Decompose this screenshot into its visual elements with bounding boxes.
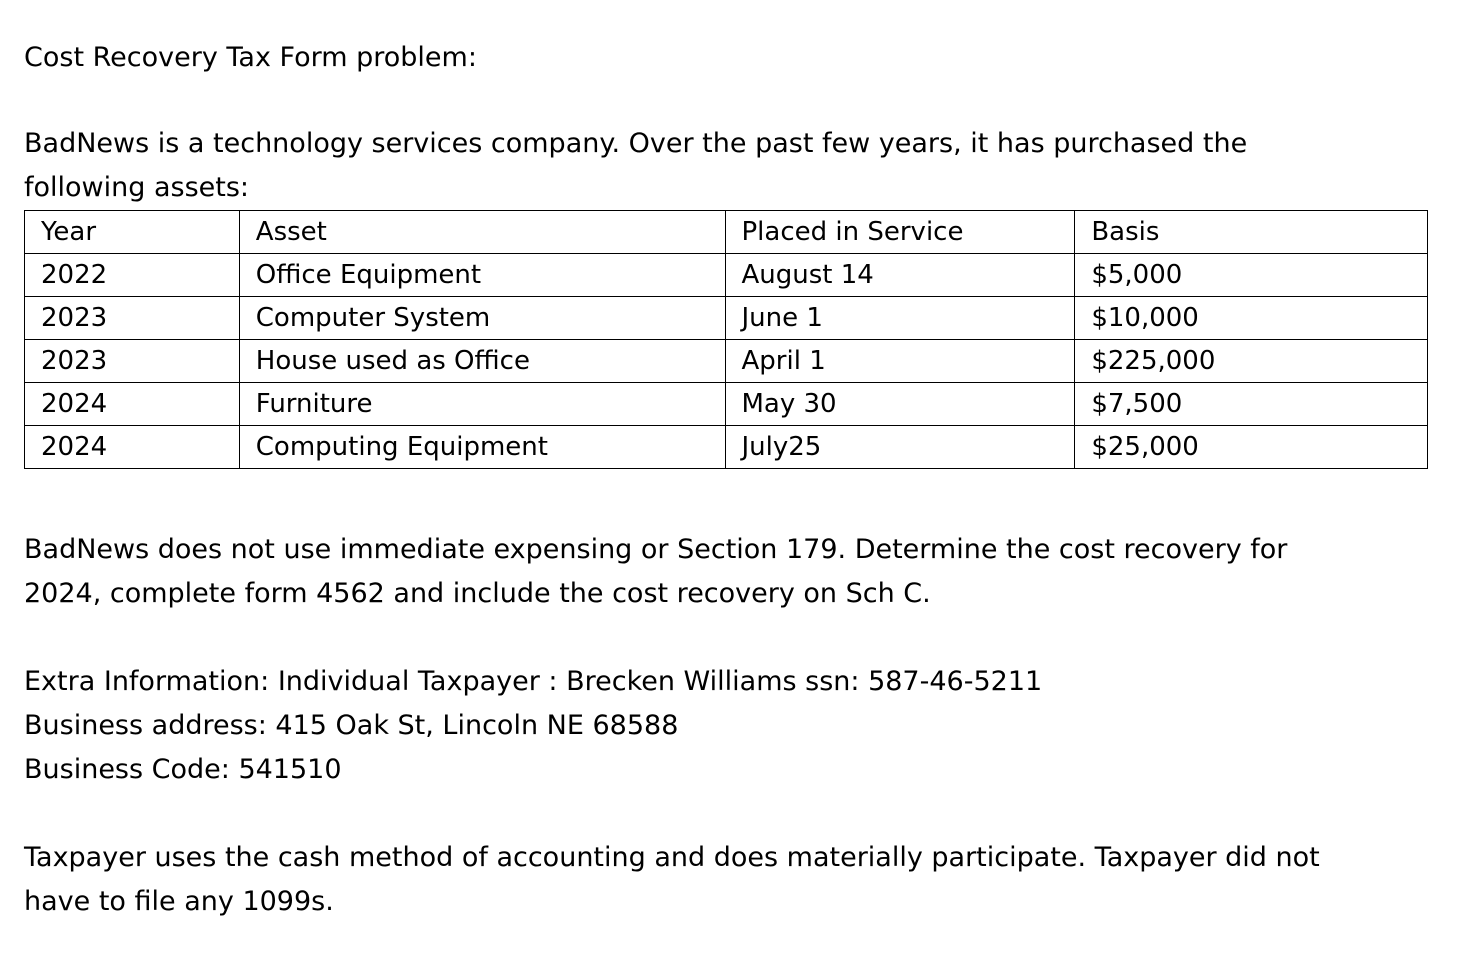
cell-placed-in-service: June 1 — [725, 297, 1075, 340]
cell-basis: $10,000 — [1075, 297, 1428, 340]
intro-line-1: BadNews is a technology services company. Over the past few years, it has purchased the — [24, 128, 1248, 159]
extra-info-paragraph — [24, 660, 1042, 792]
extra-info-taxpayer: Extra Information: Individual Taxpayer : Brecken Williams ssn: 587-46-5211 — [24, 666, 1043, 697]
cell-placed-in-service: July25 — [725, 426, 1075, 469]
method-line-2: have to file any 1099s. — [24, 886, 334, 917]
table-row — [25, 340, 1428, 383]
table-row — [25, 426, 1428, 469]
cell-basis: $7,500 — [1075, 383, 1428, 426]
cell-year: 2023 — [25, 297, 240, 340]
cell-asset: Computer System — [239, 297, 725, 340]
assets-table — [24, 210, 1428, 469]
method-line-1: Taxpayer uses the cash method of accounting and does materially participate. Taxpayer did not — [24, 842, 1320, 873]
instructions-line-2: 2024, complete form 4562 and include the cost recovery on Sch C. — [24, 578, 931, 609]
cell-basis: $25,000 — [1075, 426, 1428, 469]
cell-placed-in-service: May 30 — [725, 383, 1075, 426]
intro-line-2: following assets: — [24, 172, 250, 203]
cell-asset: Furniture — [239, 383, 725, 426]
cell-placed-in-service: April 1 — [725, 340, 1075, 383]
instructions-line-1: BadNews does not use immediate expensing or Section 179. Determine the cost recovery for — [24, 534, 1288, 565]
table-row — [25, 254, 1428, 297]
table-header-row — [25, 211, 1428, 254]
extra-info-business-code: Business Code: 541510 — [24, 754, 342, 785]
cell-year: 2023 — [25, 340, 240, 383]
table-row — [25, 383, 1428, 426]
column-header-placed-in-service: Placed in Service — [725, 211, 1075, 254]
cell-asset: House used as Office — [239, 340, 725, 383]
cell-year: 2024 — [25, 383, 240, 426]
column-header-asset: Asset — [239, 211, 725, 254]
column-header-basis: Basis — [1075, 211, 1428, 254]
column-header-year: Year — [25, 211, 240, 254]
accounting-method-paragraph — [24, 836, 1320, 924]
cell-asset: Computing Equipment — [239, 426, 725, 469]
page-title: Cost Recovery Tax Form problem: — [24, 42, 477, 73]
cell-asset: Office Equipment — [239, 254, 725, 297]
instructions-paragraph — [24, 528, 1287, 616]
cell-placed-in-service: August 14 — [725, 254, 1075, 297]
table-row — [25, 297, 1428, 340]
cell-basis: $5,000 — [1075, 254, 1428, 297]
cell-year: 2024 — [25, 426, 240, 469]
intro-paragraph — [24, 122, 1247, 210]
extra-info-business-address: Business address: 415 Oak St, Lincoln NE 68588 — [24, 710, 679, 741]
cell-basis: $225,000 — [1075, 340, 1428, 383]
cell-year: 2022 — [25, 254, 240, 297]
